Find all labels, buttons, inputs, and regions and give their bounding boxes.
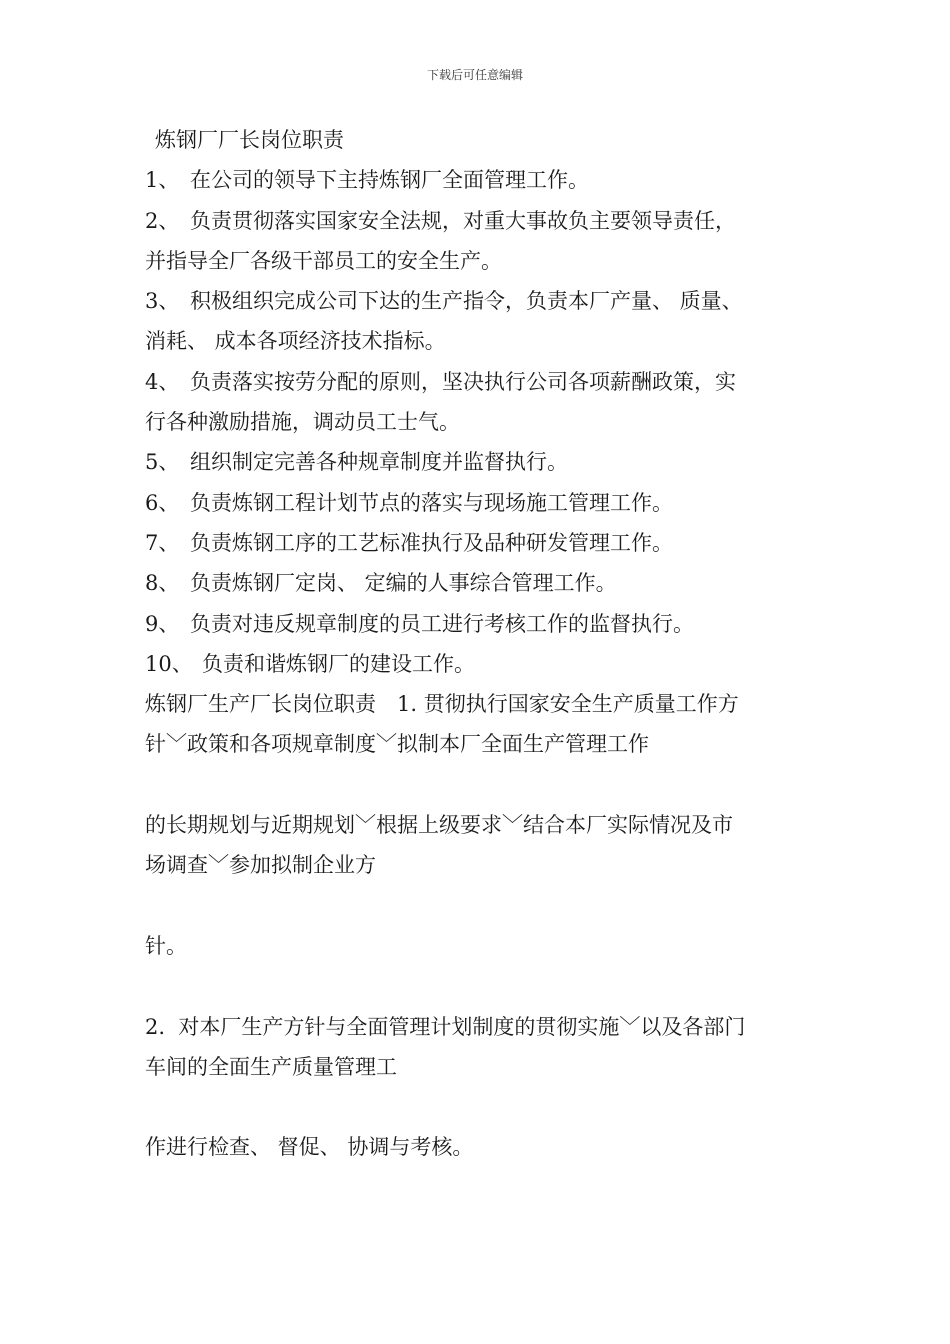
item-text: 负责炼钢工序的工艺标准执行及品种研发管理工作。 xyxy=(190,530,673,555)
item-text: 组织制定完善各种规章制度并监督执行。 xyxy=(190,450,568,475)
list-item xyxy=(145,1007,815,1047)
list-item xyxy=(145,281,815,321)
item-number: 8、 xyxy=(145,571,180,596)
item-text-continuation: 针。 xyxy=(145,933,187,958)
item-text: 负责炼钢工程计划节点的落实与现场施工管理工作。 xyxy=(190,490,673,515)
spacer xyxy=(145,886,815,926)
item-text-continuation: 作进行检查、 督促、 协调与考核。 xyxy=(145,1135,474,1160)
page-header: 下载后可任意编辑 xyxy=(426,68,523,82)
item-text: 负责落实按劳分配的原则，坚决执行公司各项薪酬政策，实 xyxy=(190,369,736,394)
item-text-continuation: 车间的全面生产质量管理工 xyxy=(145,1054,397,1079)
spacer xyxy=(145,966,815,1006)
item-text: 在公司的领导下主持炼钢厂全面管理工作。 xyxy=(190,168,589,193)
list-item xyxy=(145,362,815,402)
item-number: 1、 xyxy=(145,168,180,193)
spacer xyxy=(145,765,815,805)
list-item xyxy=(145,483,815,523)
list-item xyxy=(145,201,815,241)
item-number: 2. xyxy=(145,1014,166,1039)
list-item xyxy=(145,644,815,684)
spacer xyxy=(145,1087,815,1127)
item-text: 负责和谐炼钢厂的建设工作。 xyxy=(202,651,475,676)
item-number: 7、 xyxy=(145,530,180,555)
item-text: 负责对违反规章制度的员工进行考核工作的监督执行。 xyxy=(190,611,694,636)
list-item xyxy=(145,523,815,563)
item-number: 4、 xyxy=(145,369,180,394)
list-item xyxy=(145,604,815,644)
item-text: 负责贯彻落实国家安全法规，对重大事故负主要领导责任， xyxy=(190,208,736,233)
section-title-production-director: 炼钢厂生产厂长岗位职责 xyxy=(145,692,376,717)
item-text-continuation: 并指导全厂各级干部员工的安全生产。 xyxy=(145,248,502,273)
section2-first-line xyxy=(145,684,815,724)
item-text: 贯彻执行国家安全生产质量工作方 xyxy=(423,692,739,717)
section-title-plant-director: 炼钢厂厂长岗位职责 xyxy=(155,128,344,152)
item-number: 10、 xyxy=(145,651,193,676)
item-number: 3、 xyxy=(145,289,180,314)
item-text-continuation: 场调查﹀参加拟制企业方 xyxy=(145,853,376,878)
item-number: 2、 xyxy=(145,208,180,233)
item-text-continuation: 针﹀政策和各项规章制度﹀拟制本厂全面生产管理工作 xyxy=(145,732,649,757)
item-text: 积极组织完成公司下达的生产指令，负责本厂产量、 质量、 xyxy=(190,289,743,314)
item-number: 9、 xyxy=(145,611,180,636)
item-number: 6、 xyxy=(145,490,180,515)
item-text-continuation: 的长期规划与近期规划﹀根据上级要求﹀结合本厂实际情况及市 xyxy=(145,813,733,838)
item-text: 对本厂生产方针与全面管理计划制度的贯彻实施﹀以及各部门 xyxy=(178,1014,746,1039)
item-number: 5、 xyxy=(145,450,180,475)
item-text: 负责炼钢厂定岗、 定编的人事综合管理工作。 xyxy=(190,571,617,596)
list-item xyxy=(145,160,815,200)
item-text-continuation: 行各种激励措施，调动员工士气。 xyxy=(145,410,460,435)
list-item xyxy=(145,442,815,482)
item-number: 1. xyxy=(397,692,418,717)
document-body xyxy=(145,120,815,1168)
item-text-continuation: 消耗、 成本各项经济技术指标。 xyxy=(145,329,446,354)
list-item xyxy=(145,563,815,603)
